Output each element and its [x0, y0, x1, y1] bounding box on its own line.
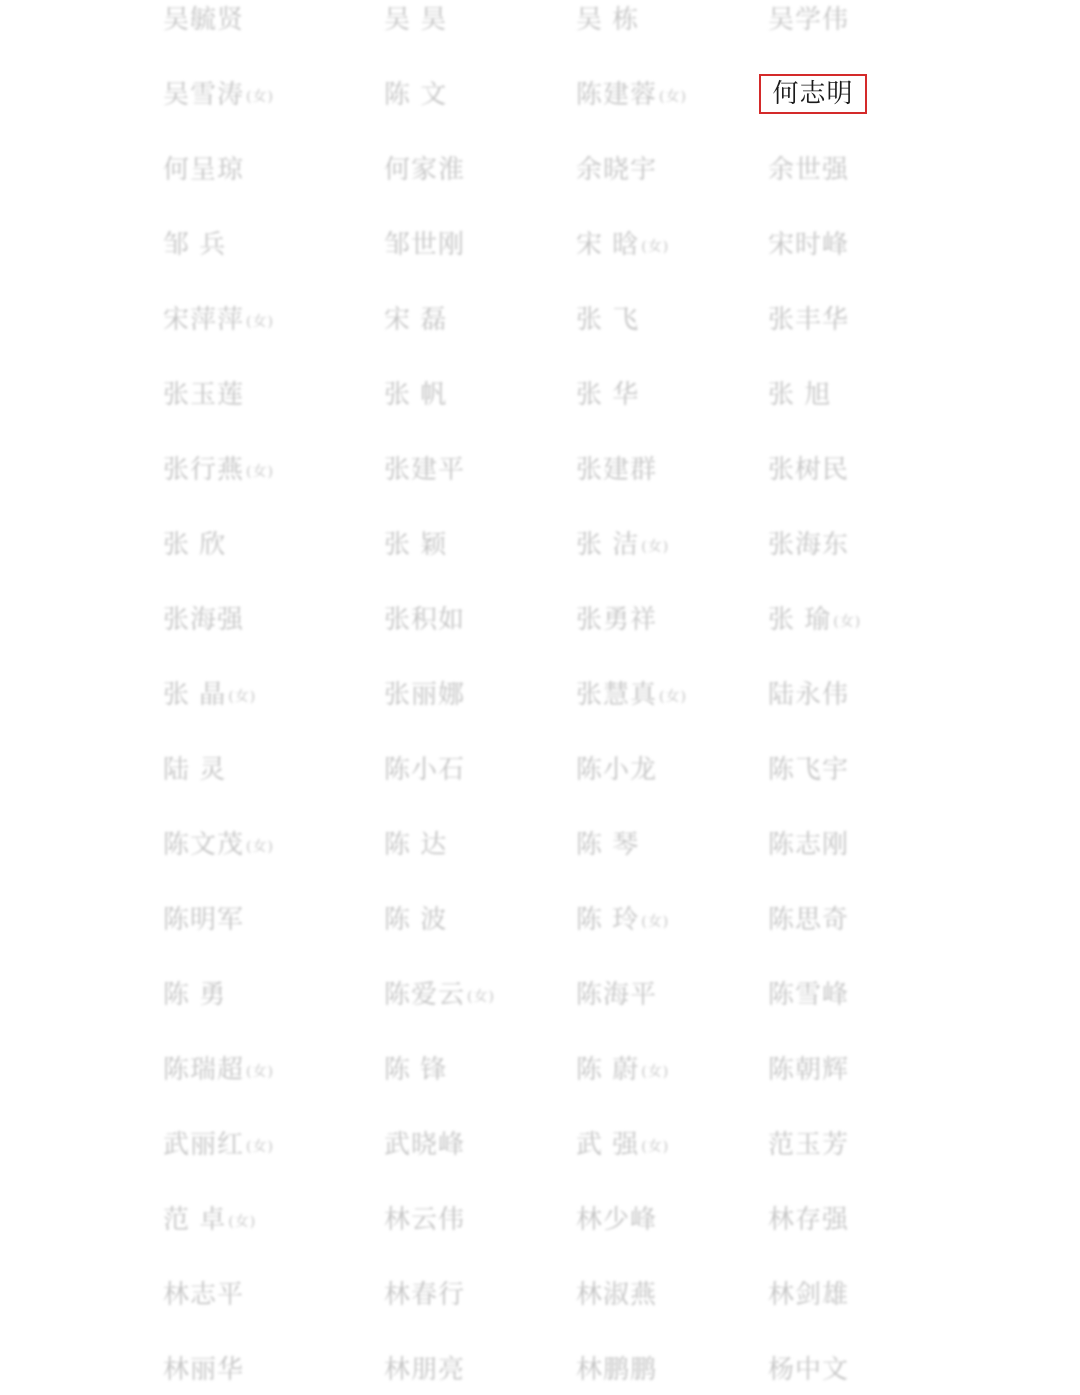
gender-mark: (女) — [246, 1139, 274, 1155]
name-entry — [384, 745, 465, 795]
name-entry — [768, 1270, 849, 1320]
name-text: 张 华 — [576, 380, 640, 410]
name-entry — [768, 820, 849, 870]
name-entry — [384, 1195, 465, 1245]
name-entry — [163, 595, 244, 645]
name-text: 陈 蔚 — [576, 1055, 640, 1085]
name-text: 张 欣 — [163, 530, 227, 560]
name-entry — [576, 820, 639, 870]
name-text: 武 强 — [576, 1130, 640, 1160]
gender-mark: (女) — [228, 689, 257, 705]
name-text: 陈文茂 — [163, 830, 245, 860]
name-row — [0, 1345, 1080, 1395]
name-row — [0, 670, 1080, 720]
name-text: 林志平 — [163, 1280, 245, 1310]
name-entry — [576, 520, 669, 570]
gender-mark: (女) — [246, 464, 274, 480]
name-entry — [163, 1120, 274, 1170]
gender-mark: (女) — [641, 239, 670, 255]
name-entry — [384, 145, 465, 195]
name-entry — [576, 595, 657, 645]
name-entry — [384, 1270, 465, 1320]
name-entry — [163, 1045, 274, 1095]
name-text: 陈爱云 — [384, 980, 466, 1010]
name-entry — [163, 70, 274, 120]
name-text: 林云伟 — [384, 1205, 466, 1235]
name-text: 宋时峰 — [768, 230, 850, 260]
name-entry — [576, 745, 657, 795]
gender-mark: (女) — [659, 689, 687, 705]
name-text: 张 飞 — [576, 305, 640, 335]
name-entry — [384, 595, 465, 645]
highlighted-name-box — [759, 74, 867, 114]
name-text: 吴学伟 — [768, 5, 850, 35]
name-text: 张玉莲 — [163, 380, 245, 410]
name-text: 邹 兵 — [163, 230, 227, 260]
name-row — [0, 1195, 1080, 1245]
name-entry — [768, 970, 849, 1020]
name-entry — [384, 895, 447, 945]
name-text: 张 晶 — [163, 680, 227, 710]
name-text: 林少峰 — [576, 1205, 658, 1235]
name-text: 张积如 — [384, 605, 466, 635]
name-text: 张 洁 — [576, 530, 640, 560]
name-entry — [163, 820, 274, 870]
name-text: 张慧真 — [576, 680, 658, 710]
name-entry — [576, 1045, 669, 1095]
name-text: 张 颖 — [384, 530, 448, 560]
highlighted-name: 何志明 — [772, 79, 854, 109]
name-text: 林鹏鹏 — [576, 1355, 658, 1385]
name-text: 陈 勇 — [163, 980, 227, 1010]
name-entry — [384, 970, 495, 1020]
name-text: 吴雪涛 — [163, 80, 245, 110]
name-row — [0, 0, 1080, 45]
name-text: 余晓宇 — [576, 155, 658, 185]
name-row — [0, 370, 1080, 420]
name-entry — [163, 745, 226, 795]
name-text: 陆 灵 — [163, 755, 227, 785]
name-text: 张行燕 — [163, 455, 245, 485]
name-entry — [163, 445, 274, 495]
name-entry — [163, 895, 244, 945]
gender-mark: (女) — [641, 1139, 670, 1155]
name-entry — [163, 0, 244, 45]
name-text: 林存强 — [768, 1205, 850, 1235]
gender-mark: (女) — [641, 1064, 670, 1080]
name-text: 张丽娜 — [384, 680, 466, 710]
name-entry — [576, 895, 669, 945]
name-row — [0, 595, 1080, 645]
name-entry — [163, 370, 244, 420]
name-entry — [576, 1120, 669, 1170]
name-entry — [768, 145, 849, 195]
name-text: 陈建蓉 — [576, 80, 658, 110]
name-text: 陈海平 — [576, 980, 658, 1010]
name-entry — [163, 970, 226, 1020]
name-entry — [768, 220, 849, 270]
name-entry — [384, 1045, 447, 1095]
name-entry — [163, 520, 226, 570]
name-text: 陈小龙 — [576, 755, 658, 785]
name-entry — [576, 370, 639, 420]
name-entry — [384, 1120, 465, 1170]
name-text: 武丽红 — [163, 1130, 245, 1160]
name-text: 陈 琴 — [576, 830, 640, 860]
name-row — [0, 520, 1080, 570]
name-entry — [384, 220, 465, 270]
name-entry — [576, 1195, 657, 1245]
name-text: 范 卓 — [163, 1205, 227, 1235]
gender-mark: (女) — [467, 989, 495, 1005]
name-entry — [576, 295, 639, 345]
name-entry — [768, 1045, 849, 1095]
name-text: 杨中文 — [768, 1355, 850, 1385]
name-text: 陈 锋 — [384, 1055, 448, 1085]
name-entry — [768, 445, 849, 495]
name-text: 宋 晗 — [576, 230, 640, 260]
name-entry — [163, 670, 256, 720]
name-row — [0, 745, 1080, 795]
name-entry — [576, 70, 687, 120]
name-entry — [576, 445, 657, 495]
gender-mark: (女) — [246, 1064, 274, 1080]
name-text: 张 旭 — [768, 380, 832, 410]
name-row — [0, 1045, 1080, 1095]
name-text: 陈 玲 — [576, 905, 640, 935]
name-row — [0, 295, 1080, 345]
name-text: 张树民 — [768, 455, 850, 485]
name-text: 张海东 — [768, 530, 850, 560]
name-entry — [576, 1345, 657, 1395]
name-entry — [384, 0, 447, 45]
name-entry — [576, 0, 639, 45]
name-entry — [384, 670, 465, 720]
name-text: 林朋亮 — [384, 1355, 466, 1385]
name-text: 余世强 — [768, 155, 850, 185]
gender-mark: (女) — [246, 314, 274, 330]
name-text: 陈小石 — [384, 755, 466, 785]
name-text: 范玉芳 — [768, 1130, 850, 1160]
name-text: 张 瑜 — [768, 605, 832, 635]
name-text: 邹世刚 — [384, 230, 466, 260]
name-entry — [384, 820, 447, 870]
name-text: 陈雪峰 — [768, 980, 850, 1010]
name-text: 林春行 — [384, 1280, 466, 1310]
gender-mark: (女) — [833, 614, 862, 630]
name-row — [0, 220, 1080, 270]
name-text: 吴 栋 — [576, 5, 640, 35]
name-text: 林丽华 — [163, 1355, 245, 1385]
name-entry — [163, 145, 244, 195]
name-entry — [384, 445, 465, 495]
gender-mark: (女) — [641, 914, 670, 930]
name-text: 陈 达 — [384, 830, 448, 860]
name-entry — [768, 520, 849, 570]
name-entry — [576, 220, 669, 270]
name-entry — [576, 970, 657, 1020]
name-text: 陈志刚 — [768, 830, 850, 860]
name-entry — [163, 1270, 244, 1320]
name-entry — [768, 370, 831, 420]
name-entry — [768, 1345, 849, 1395]
name-row — [0, 145, 1080, 195]
name-text: 张建群 — [576, 455, 658, 485]
name-row — [0, 1120, 1080, 1170]
gender-mark: (女) — [246, 89, 274, 105]
name-text: 陆永伟 — [768, 680, 850, 710]
name-text: 何家淮 — [384, 155, 466, 185]
name-entry — [384, 520, 447, 570]
name-row — [0, 1270, 1080, 1320]
name-text: 张丰华 — [768, 305, 850, 335]
name-entry — [768, 295, 849, 345]
name-text: 陈 波 — [384, 905, 448, 935]
name-row — [0, 820, 1080, 870]
name-row — [0, 70, 1080, 120]
name-text: 林淑燕 — [576, 1280, 658, 1310]
name-entry — [384, 1345, 465, 1395]
name-text: 陈瑞超 — [163, 1055, 245, 1085]
name-text: 陈明军 — [163, 905, 245, 935]
name-entry — [384, 370, 447, 420]
gender-mark: (女) — [246, 839, 274, 855]
name-text: 陈飞宇 — [768, 755, 850, 785]
name-text: 张 帆 — [384, 380, 448, 410]
name-text: 宋 磊 — [384, 305, 448, 335]
name-row — [0, 970, 1080, 1020]
name-row — [0, 445, 1080, 495]
name-entry — [384, 295, 447, 345]
name-text: 陈朝辉 — [768, 1055, 850, 1085]
name-entry — [163, 1345, 244, 1395]
name-entry — [576, 145, 657, 195]
name-text: 何呈琼 — [163, 155, 245, 185]
gender-mark: (女) — [228, 1214, 257, 1230]
name-text: 张勇祥 — [576, 605, 658, 635]
name-text: 宋萍萍 — [163, 305, 245, 335]
name-text: 吴毓贤 — [163, 5, 245, 35]
name-entry — [163, 1195, 256, 1245]
name-entry — [768, 670, 849, 720]
name-entry — [768, 1120, 849, 1170]
name-entry — [163, 220, 226, 270]
name-entry — [768, 745, 849, 795]
name-entry — [576, 1270, 657, 1320]
name-entry — [768, 895, 849, 945]
name-entry — [576, 670, 687, 720]
name-row — [0, 895, 1080, 945]
name-text: 武晓峰 — [384, 1130, 466, 1160]
name-entry — [768, 1195, 849, 1245]
gender-mark: (女) — [659, 89, 687, 105]
name-text: 陈 文 — [384, 80, 448, 110]
name-text: 张海强 — [163, 605, 245, 635]
name-entry — [384, 70, 447, 120]
name-entry — [163, 295, 274, 345]
name-text: 林剑雄 — [768, 1280, 850, 1310]
name-entry — [768, 0, 849, 45]
gender-mark: (女) — [641, 539, 670, 555]
name-text: 陈思奇 — [768, 905, 850, 935]
name-text: 张建平 — [384, 455, 466, 485]
name-text: 吴 昊 — [384, 5, 448, 35]
name-entry — [768, 595, 861, 645]
